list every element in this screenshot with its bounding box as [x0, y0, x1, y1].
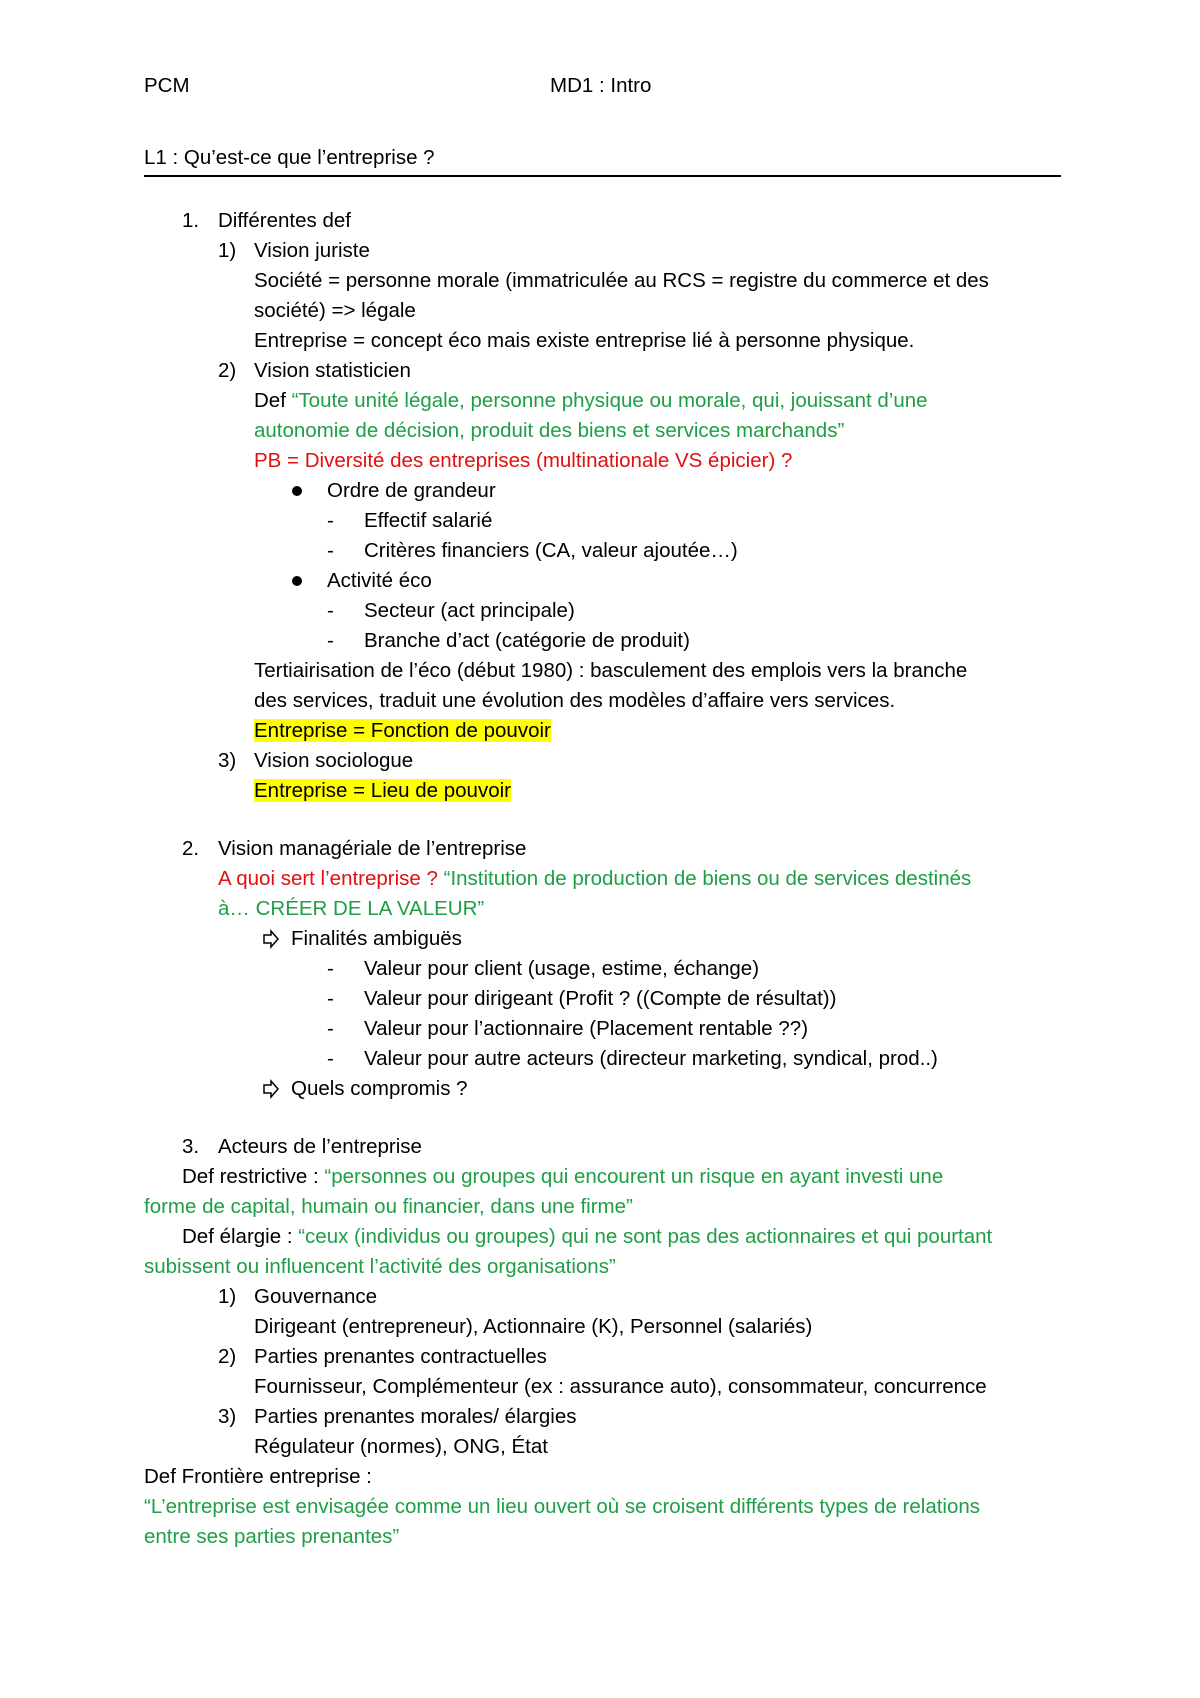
section-1-heading: Différentes def: [218, 209, 351, 232]
s3-restrictive-label: Def restrictive :: [182, 1165, 325, 1188]
bullet-icon: [292, 486, 302, 496]
s3-restrictive-quote-2: forme de capital, humain ou financier, dans une firme”: [144, 1195, 633, 1218]
title-underline: [144, 175, 1061, 177]
v1-heading: Vision juriste: [254, 239, 370, 262]
s3-g3-heading: Parties prenantes morales/ élargies: [254, 1405, 577, 1428]
dash-icon: -: [327, 987, 334, 1010]
s3-g3-number: 3): [218, 1405, 237, 1428]
v2-tertiary-line-2: des services, traduit une évolution des modèles d’affaire vers services.: [254, 689, 896, 712]
s2-dash-4: Valeur pour autre acteurs (directeur marketing, syndical, prod..): [364, 1047, 938, 1070]
dash-icon: -: [327, 599, 334, 622]
s2-dash-3: Valeur pour l’actionnaire (Placement rentable ??): [364, 1017, 809, 1040]
section-3-heading: Acteurs de l’entreprise: [218, 1135, 422, 1158]
v3-heading: Vision sociologue: [254, 749, 414, 772]
v2-def-line-1: [254, 388, 928, 414]
v2-bullet-1-dash-2: Critères financiers (CA, valeur ajoutée…): [364, 539, 738, 562]
s3-g2-number: 2): [218, 1345, 237, 1368]
arrow-right-icon: [262, 1079, 280, 1099]
s2-question-line-1: [218, 866, 971, 892]
v2-def-prefix: Def: [254, 389, 292, 412]
s2-dash-2: Valeur pour dirigeant (Profit ? ((Compte de résultat)): [364, 987, 837, 1010]
s3-frontier-label: Def Frontière entreprise :: [144, 1465, 372, 1488]
dash-icon: -: [327, 1047, 334, 1070]
v2-highlight: [254, 718, 551, 744]
v2-bullet-1: Ordre de grandeur: [327, 479, 496, 502]
s3-g3-text: Régulateur (normes), ONG, État: [254, 1435, 548, 1458]
v1-line-1: Société = personne morale (immatriculée au RCS = registre du commerce et des: [254, 269, 989, 292]
s3-restrictive-quote-1: “personnes ou groupes qui encourent un risque en ayant investi une: [324, 1165, 944, 1188]
v3-highlight: [254, 778, 511, 804]
v2-highlight-text: Entreprise = Fonction de pouvoir: [254, 719, 551, 742]
v2-def-quote-1: “Toute unité légale, personne physique ou morale, qui, jouissant d’une: [291, 389, 928, 412]
dash-icon: -: [327, 509, 334, 532]
page-title: L1 : Qu’est-ce que l’entreprise ?: [144, 146, 435, 169]
arrow-right-icon: [262, 929, 280, 949]
s2-answer-2: à… CRÉER DE LA VALEUR”: [218, 897, 485, 920]
s3-g2-heading: Parties prenantes contractuelles: [254, 1345, 547, 1368]
bullet-icon: [292, 576, 302, 586]
v2-tertiary-line-1: Tertiairisation de l’éco (début 1980) : basculement des emplois vers la branche: [254, 659, 968, 682]
s3-elargie-quote-1: “ceux (individus ou groupes) qui ne sont pas des actionnaires et qui pourtant: [298, 1225, 993, 1248]
s3-elargie-quote-2: subissent ou influencent l’activité des organisations”: [144, 1255, 616, 1278]
v1-number: 1): [218, 239, 237, 262]
s3-elargie-label: Def élargie :: [182, 1225, 299, 1248]
v2-def-quote-2: autonomie de décision, produit des biens et services marchands”: [254, 419, 845, 442]
dash-icon: -: [327, 539, 334, 562]
s3-g1-number: 1): [218, 1285, 237, 1308]
s3-g2-text: Fournisseur, Complémenteur (ex : assurance auto), consommateur, concurrence: [254, 1375, 987, 1398]
v2-bullet-2: Activité éco: [327, 569, 432, 592]
dash-icon: -: [327, 957, 334, 980]
s2-answer-1: “Institution de production de biens ou de services destinés: [443, 867, 972, 890]
section-2-heading: Vision managériale de l’entreprise: [218, 837, 527, 860]
v2-heading: Vision statisticien: [254, 359, 411, 382]
v1-line-3: Entreprise = concept éco mais existe entreprise lié à personne physique.: [254, 329, 915, 352]
s3-elargie-line-1: [182, 1224, 992, 1250]
v1-line-2: société) => légale: [254, 299, 416, 322]
s3-frontier-quote-1: “L’entreprise est envisagée comme un lieu ouvert où se croisent différents types de relations: [144, 1495, 981, 1518]
dash-icon: -: [327, 629, 334, 652]
s2-dash-1: Valeur pour client (usage, estime, échange): [364, 957, 760, 980]
v2-bullet-2-dash-2: Branche d’act (catégorie de produit): [364, 629, 690, 652]
header-center: MD1 : Intro: [550, 74, 652, 97]
header-left: PCM: [144, 74, 190, 97]
v2-problem: PB = Diversité des entreprises (multinationale VS épicier) ?: [254, 449, 793, 472]
dash-icon: -: [327, 1017, 334, 1040]
v2-bullet-2-dash-1: Secteur (act principale): [364, 599, 575, 622]
s3-frontier-quote-2: entre ses parties prenantes”: [144, 1525, 400, 1548]
v2-number: 2): [218, 359, 237, 382]
s2-question: A quoi sert l’entreprise ?: [218, 867, 444, 890]
v2-bullet-1-dash-1: Effectif salarié: [364, 509, 493, 532]
section-3-number: 3.: [182, 1135, 200, 1158]
section-1-number: 1.: [182, 209, 200, 232]
s2-arrow-2-text: Quels compromis ?: [291, 1077, 468, 1100]
section-2-number: 2.: [182, 837, 200, 860]
v3-number: 3): [218, 749, 237, 772]
s3-g1-heading: Gouvernance: [254, 1285, 378, 1308]
v3-highlight-text: Entreprise = Lieu de pouvoir: [254, 779, 511, 802]
s2-arrow-1-text: Finalités ambiguës: [291, 927, 462, 950]
s3-g1-text: Dirigeant (entrepreneur), Actionnaire (K), Personnel (salariés): [254, 1315, 813, 1338]
s3-restrictive-line-1: [182, 1164, 943, 1190]
